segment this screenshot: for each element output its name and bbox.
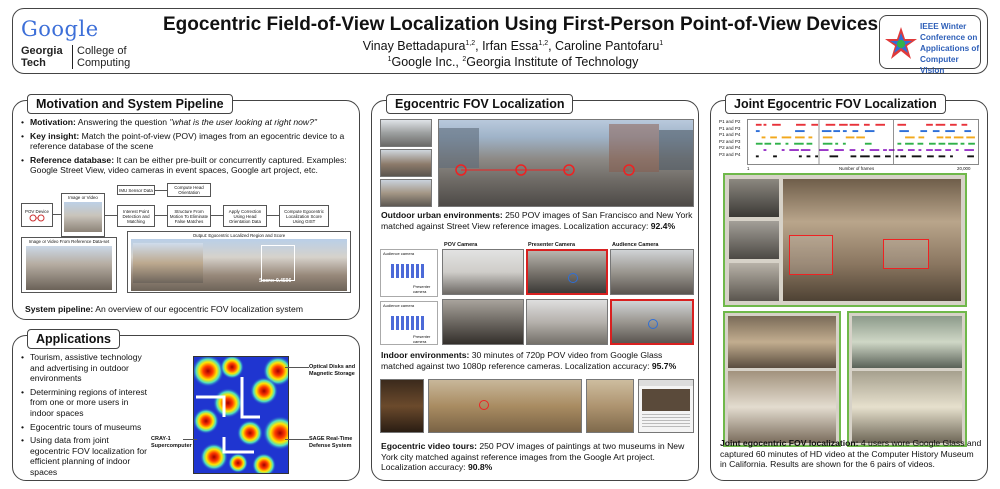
ref-thumbnail [26, 246, 112, 290]
wacv-star-icon [884, 26, 918, 60]
timeline-segment [865, 143, 872, 145]
indoor-header-pov: POV Camera [444, 242, 478, 248]
timeline-segment [795, 136, 805, 138]
timeline-segment [908, 149, 915, 151]
timeline-segment [846, 136, 855, 138]
timeline-segment [896, 155, 899, 157]
museum-panorama-2 [586, 379, 634, 433]
timeline-segment [950, 124, 957, 126]
timeline-segment [756, 143, 763, 145]
timeline-segment [764, 149, 767, 151]
timeline-segment [819, 149, 829, 151]
timeline-segment [850, 149, 856, 151]
timeline-segment [770, 136, 777, 138]
timeline-segment [775, 143, 781, 145]
timeline-segment [897, 124, 906, 126]
timeline-segment [807, 155, 811, 157]
joint-frame-right [847, 311, 967, 447]
timeline-segment [961, 143, 965, 145]
timeline-segment [843, 143, 846, 145]
timeline-segment [834, 149, 844, 151]
timeline-segment [762, 136, 766, 138]
poster-title: Egocentric Field-of-View Localization Using First-Person Point-of-View Devices [163, 14, 879, 35]
museum-heatmap [193, 356, 289, 474]
localized-circle [568, 273, 578, 283]
affiliations: $^1$Google Inc., $^2$Georgia Institute of Technology [387, 55, 639, 69]
timeline-segment [823, 136, 833, 138]
timeline-segment [789, 149, 799, 151]
timeline-segment [823, 143, 833, 145]
joint-frame-top [723, 173, 967, 307]
applications-title: Applications [27, 329, 120, 349]
timeline-segment [897, 143, 901, 145]
motivation-item: • Reference database: It can be either pre-built or concurrently captured. Examples: Google Street View, video cameras in event spaces, Google art project, etc. [21, 155, 353, 176]
timeline-segment [918, 149, 921, 151]
timeline-segment [964, 149, 974, 151]
motivation-item: • Motivation: Answering the question "what is the user looking at right now?" [21, 117, 353, 128]
timeline-segment [870, 149, 880, 151]
timeline-segment [756, 130, 760, 132]
glasses-icon [28, 214, 46, 222]
header-panel [12, 8, 988, 74]
timeline-segment [929, 143, 936, 145]
timeline-segment [967, 155, 974, 157]
outdoor-thumb-3 [380, 179, 432, 207]
fov-title: Egocentric FOV Localization [386, 94, 573, 114]
timeline-segment [830, 155, 839, 157]
joint-region-1 [789, 235, 833, 275]
outdoor-panorama [438, 119, 694, 207]
timeline-segment [964, 130, 971, 132]
timeline-segment [856, 136, 865, 138]
wacv-line2: Conference on [920, 33, 978, 42]
joint-sub-bottom [852, 371, 962, 443]
compute-score-box: Compute Egocentric Localization Score Using GIST [279, 205, 329, 227]
localized-circle [648, 319, 658, 329]
joint-thumb-2 [729, 221, 779, 259]
xaxis-label: Number of frames [839, 166, 875, 171]
timeline-segment [956, 149, 959, 151]
gatech-line1: Georgia [21, 45, 63, 57]
timeline-segment [815, 155, 818, 157]
gatech-logo [21, 45, 63, 69]
presenter-camera-label: Presenter camera [413, 334, 431, 344]
joint-sub-top [852, 316, 962, 368]
xaxis-start: 1 [747, 166, 750, 171]
timeline-segment [935, 149, 942, 151]
timeline-segment [843, 130, 847, 132]
applications-panel [12, 332, 360, 481]
motivation-panel [12, 97, 360, 320]
timeline-segment [933, 130, 940, 132]
pov-thumbnail [64, 202, 102, 232]
pair-labels [719, 119, 747, 159]
seat-grid [391, 316, 425, 330]
pair-label: P1 and P2 [719, 119, 741, 124]
outdoor-thumb-2 [380, 149, 432, 177]
authors: Vinay Bettadapura$^{1,2}$, Irfan Essa$^{1,2}$, Caroline Pantofaru$^1$ [362, 39, 664, 53]
pair-label: P2 and P3 [719, 138, 741, 144]
output-panorama [131, 239, 347, 291]
wacv-logo [879, 15, 981, 75]
timeline-segment [764, 143, 771, 145]
joint-sub-bottom [728, 371, 836, 443]
timeline-segment [926, 124, 933, 126]
audience-frame-1 [610, 249, 694, 295]
pipeline-caption: System pipeline: An overview of our egocentric FOV localization system [25, 304, 303, 314]
pair-label: P3 and P4 [719, 151, 741, 157]
presenter-camera-label: Presenter camera [413, 284, 431, 294]
imu-box: IMU Sensor Data [117, 185, 155, 195]
timeline-segment [939, 143, 946, 145]
ref-dataset-box: Image or Video From Reference Data-set [21, 237, 117, 293]
room-diagram-1 [380, 249, 438, 297]
image-or-video-box: Image or Video [61, 193, 105, 237]
score-label: Score: 0.4596 [259, 278, 292, 284]
wacv-text [920, 21, 980, 76]
college-line2: Computing [77, 57, 131, 69]
timeline-segment [968, 143, 975, 145]
timeline-segment [874, 155, 881, 157]
audience-camera-label: Audience camera [383, 303, 415, 308]
motivation-title: Motivation and System Pipeline [27, 94, 233, 114]
timeline-segment [864, 124, 870, 126]
art-page-image [642, 389, 690, 411]
google-logo-text: Google [21, 17, 99, 41]
joint-thumb-1 [729, 179, 779, 217]
timeline-segment [948, 143, 958, 145]
timeline-segment [966, 136, 975, 138]
timeline-segment [850, 124, 860, 126]
timeline-segment [756, 124, 762, 126]
timeline-segment [852, 130, 858, 132]
timeline-segment [826, 124, 836, 126]
joint-sub-top [728, 316, 836, 368]
timeline-segment [861, 149, 864, 151]
outdoor-caption: Outdoor urban environments: 250 POV images of San Francisco and New York matched against Street View reference images. Localization accuracy: 92.4% [381, 210, 693, 231]
timeline-segment [764, 124, 767, 126]
timeline-segment [936, 124, 946, 126]
timeline-segment [794, 143, 804, 145]
joint-frame-left [723, 311, 841, 447]
motivation-item: • Key insight: Match the point-of-view (POV) images from an egocentric device to a reference database of the scene [21, 131, 353, 152]
heatmap-label-cray: CRAY-1 Supercomputer [151, 436, 192, 449]
timeline-segment [772, 124, 781, 126]
presenter-frame-1 [526, 249, 608, 295]
timeline-segment [962, 124, 968, 126]
localized-circle [479, 400, 489, 410]
output-box: Output: Egocentric Localized Region and Score Score: 0.4596 [127, 231, 351, 293]
timeline-segment [954, 136, 964, 138]
audience-frame-2 [610, 299, 694, 345]
timeline-segment [808, 136, 812, 138]
timeline-segment [875, 124, 885, 126]
timeline-segment [865, 130, 875, 132]
pair-label: P1 and P4 [719, 132, 741, 138]
timeline-segment [782, 136, 792, 138]
outdoor-thumb-1 [380, 119, 432, 147]
timeline-segment [912, 155, 922, 157]
timeline-segment [905, 136, 915, 138]
pipeline-diagram [21, 183, 353, 295]
wacv-line1: IEEE Winter [920, 22, 967, 31]
timeline-segment [885, 155, 891, 157]
joint-title: Joint Egocentric FOV Localization [725, 94, 946, 114]
output-thumb-left [133, 243, 203, 283]
timeline-segment [799, 155, 802, 157]
timeline-segment [835, 143, 838, 145]
timeline-segment [926, 149, 933, 151]
heatmap-label-optical: Optical Disks and Magnetic Storage [309, 364, 356, 377]
interest-point-box: Interest Point Detection and Matching [117, 205, 155, 227]
presenter-frame-2 [526, 299, 608, 345]
pair-label: P1 and P3 [719, 125, 741, 131]
timeline-segment [945, 136, 951, 138]
tours-caption: Egocentric video tours: 250 POV images of paintings at two museums in New York city matched against reference images from the Google Art project. Localization accuracy: 90.8% [381, 441, 685, 473]
timeline-segment [851, 155, 857, 157]
fov-panel [371, 97, 699, 481]
joint-panel [710, 97, 988, 481]
compute-head-box: Compute Head Orientation [167, 183, 211, 197]
timeline-segment [833, 130, 840, 132]
museum-panorama [428, 379, 582, 433]
timeline-segment [883, 149, 887, 151]
timeline-segment [773, 155, 777, 157]
joint-caption: Joint egocentric FOV localization: 4 users wore Google Glass and captured 60 minutes of HD video at the Computer History Museum in California. Results are shown for the 6 pairs of videos. [720, 438, 982, 470]
timeline-segment [900, 155, 906, 157]
apply-correction-box: Apply Correction Using Head Orientation Data [223, 205, 267, 227]
wacv-line3: Applications of [920, 44, 980, 53]
structure-motion-box: Structure From Motion To Eliminate False Matches [167, 205, 211, 227]
timeline-segment [918, 136, 924, 138]
timeline-segment [897, 149, 903, 151]
timeline-segment [918, 143, 924, 145]
motivation-list [21, 117, 353, 179]
timeline-segment [937, 136, 944, 138]
joint-panorama [783, 179, 961, 301]
indoor-caption: Indoor environments: 30 minutes of 720p POV video from Google Glass matched against two 1080p reference cameras. Localization accuracy: 95.7% [381, 350, 677, 371]
application-item: • Egocentric tours of museums [21, 422, 149, 433]
wacv-line4: Computer Vision [920, 55, 959, 75]
painting-thumb-1 [380, 379, 424, 433]
timeline-segment [945, 149, 951, 151]
timeline-segment [950, 155, 953, 157]
seat-grid [391, 264, 425, 278]
indoor-header-presenter: Presenter Camera [528, 242, 576, 248]
applications-list [21, 352, 149, 481]
timeline-segment [939, 155, 946, 157]
localized-region [261, 245, 295, 281]
timeline-segment [905, 143, 914, 145]
college-line1: College of [77, 45, 127, 57]
timeline-segment [945, 130, 955, 132]
college-logo [72, 45, 130, 69]
timeline-segment [839, 124, 848, 126]
application-item: • Using data from joint egocentric FOV localization for efficient planning of indoor spaces [21, 435, 149, 477]
application-item: • Determining regions of interest from one or more users in indoor spaces [21, 387, 149, 419]
google-logo [21, 17, 99, 41]
pairs-timeline [719, 119, 981, 173]
indoor-header-audience: Audience Camera [612, 242, 659, 248]
timeline-segment [786, 143, 789, 145]
pov-frame-1 [442, 249, 524, 295]
timeline-segment [801, 149, 811, 151]
timeline-svg [747, 119, 979, 165]
heatmap-label-sage: SAGE Real-Time Defense System [309, 436, 353, 449]
panorama-overlay [439, 120, 694, 207]
timeline-segment [920, 130, 927, 132]
art-page-text [642, 414, 690, 428]
timeline-segment [756, 155, 759, 157]
joint-region-2 [883, 239, 929, 269]
heatmap-svg [194, 357, 289, 474]
pair-label: P2 and P4 [719, 145, 741, 151]
audience-camera-label: Audience camera [383, 251, 415, 256]
timeline-segment [807, 143, 813, 145]
timeline-segment [795, 130, 805, 132]
pov-frame-2 [442, 299, 524, 345]
art-project-page [638, 379, 694, 433]
pov-device-box: POV Device [21, 203, 53, 227]
gatech-line2: Tech [21, 57, 46, 69]
xaxis-end: 20,000 [957, 166, 971, 171]
timeline-segment [927, 155, 934, 157]
timeline-segment [782, 149, 785, 151]
joint-thumb-3 [729, 263, 779, 301]
timeline-segment [860, 155, 870, 157]
room-diagram-2 [380, 301, 438, 345]
timeline-segment [796, 124, 806, 126]
timeline-segment [822, 130, 832, 132]
timeline-segment [811, 124, 818, 126]
application-item: • Tourism, assistive technology and advertising in outdoor environments [21, 352, 149, 384]
art-page-header [639, 380, 693, 386]
timeline-segment [899, 130, 909, 132]
